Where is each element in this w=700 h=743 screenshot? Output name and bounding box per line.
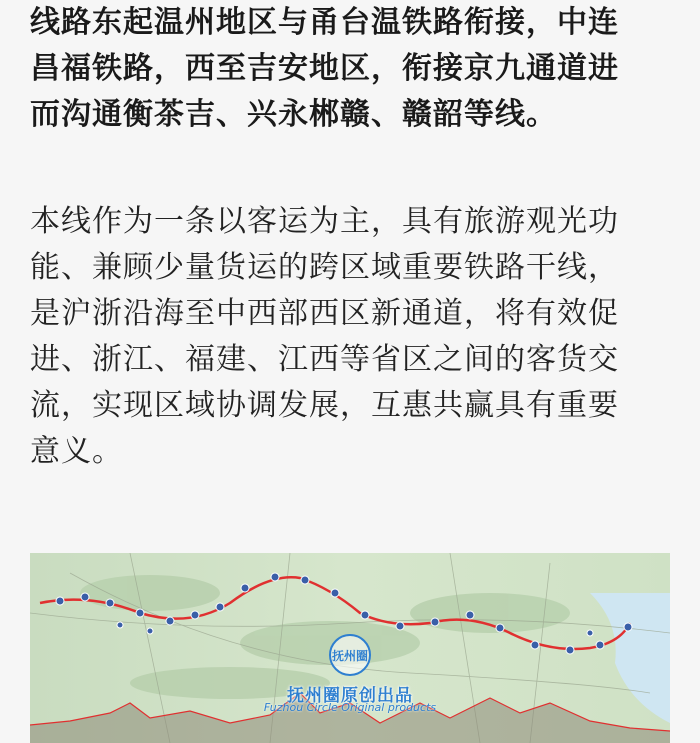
text-line: 进、浙江、福建、江西等省区之间的客货交 (30, 342, 619, 377)
map-illustration (30, 553, 670, 743)
text-line: 而沟通衡茶吉、兴永郴赣、赣韶等线。 (30, 97, 557, 132)
svg-text:抚州圈: 抚州圈 (331, 649, 369, 663)
text-line: 意义。 (30, 434, 123, 469)
text-line: 能、兼顾少量货运的跨区域重要铁路干线， (30, 250, 619, 285)
watermark-title: 抚州圈原创出品 (287, 686, 413, 706)
text-line: 昌福铁路，西至吉安地区，衔接京九通道进 (30, 51, 619, 86)
text-line: 线路东起温州地区与甬台温铁路衔接，中连 (30, 5, 619, 40)
railway-map-image[interactable] (30, 553, 670, 743)
watermark-logo (330, 635, 370, 675)
paragraph-route-description (30, 0, 680, 138)
text-line: 是沪浙沿海至中西部西区新通道，将有效促 (30, 296, 619, 331)
text-line: 本线作为一条以客运为主，具有旅游观光功 (30, 204, 619, 239)
text-line: 流，实现区域协调发展，互惠共赢具有重要 (30, 388, 619, 423)
paragraph-significance (30, 199, 680, 475)
watermark-subtitle: Fuzhou Circle Original products (263, 701, 437, 714)
